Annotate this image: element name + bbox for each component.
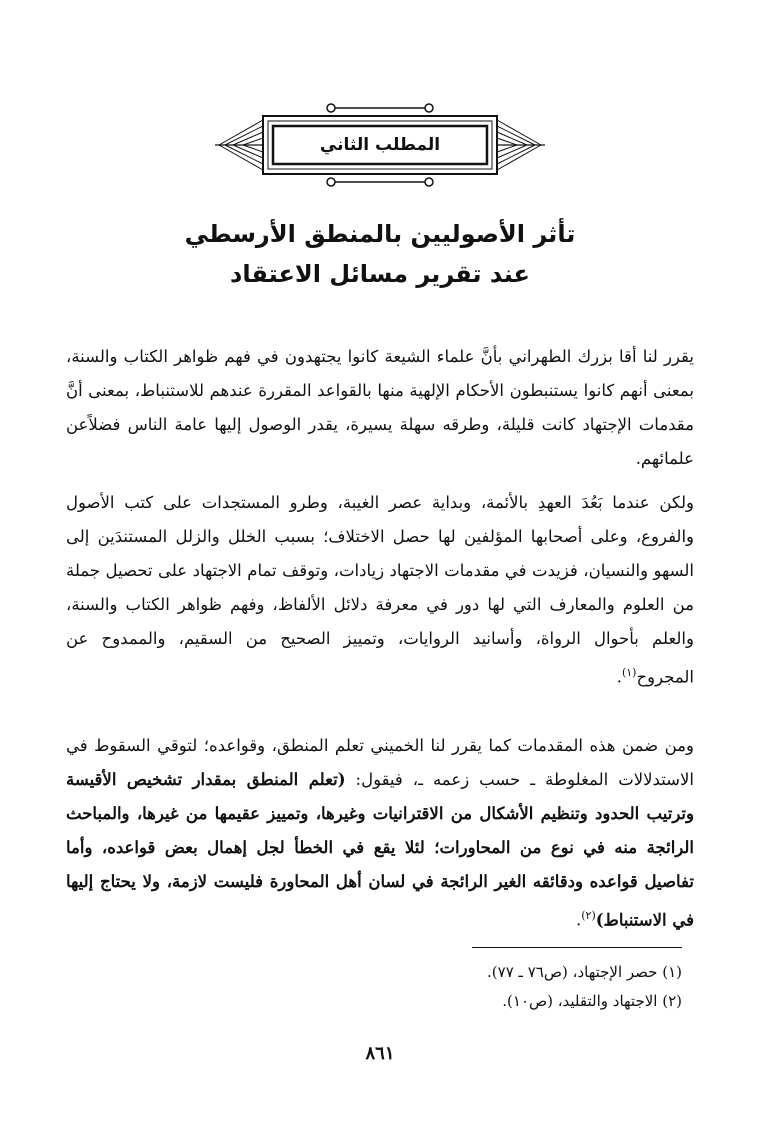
section-ornament — [215, 100, 545, 190]
paragraph-2-text: ولكن عندما بَعُدَ العهدِ بالأئمة، وبداية عصر الغيبة، وطرو المستجدات على كتب الأصول والفروع، وعلى أصحابها المؤلفين لها حصل الاختلاف؛ بسبب الخلل والزلل المستندَين إلى السهو والنسيان، فزيدت في مقدمات الاجتهاد زيادات، وتوقف تمام الاجتهاد على تحصيل جملة من العلوم والمعارف التي لها دور في معرفة دلائل الألفاظ، وفهم ظواهر الكتاب والسنة، والعلم بأحوال الرواة، وأسانيد الروايات، وتمييز الصحيح من السقيم، والممدوح عن المجروح — [66, 493, 694, 687]
paragraph-2 — [66, 486, 694, 695]
page-number: ٨٦١ — [365, 1043, 395, 1064]
footnote-ref-2: (٢) — [581, 909, 596, 922]
footnote-1: (١) حصر الإجتهاد، (ص٧٦ ـ ٧٧). — [487, 963, 682, 981]
title-line-1: تأثر الأصوليين بالمنطق الأرسطي — [184, 220, 576, 248]
paragraph-3-text: ومن ضمن هذه المقدمات كما يقرر لنا الخميني تعلم المنطق، وقواعده؛ لتوقي السقوط في الاستدلالات المغلوطة ـ حسب زعمه ـ، فيقول: — [66, 736, 695, 789]
footnote-ref-1: (١) — [621, 666, 637, 679]
footnote-separator — [472, 947, 682, 948]
paragraph-3 — [66, 729, 694, 938]
paragraph-1: يقرر لنا أقا بزرك الطهراني بأنَّ علماء الشيعة كانوا يجتهدون في فهم ظواهر الكتاب والسنة، بمعنى أنهم كانوا يستنبطون الأحكام الإلهية منها بالقواعد المقررة عندهم للاستنباط، بمعنى أنَّ مقدمات الإجتهاد كانت قليلة، وطرقه سهلة يسيرة، يقدر الوصول إليها عامة الناس فضلاًعن علمائهم. — [66, 347, 694, 468]
footnote-2: (٢) الاجتهاد والتقليد، (ص١٠). — [502, 992, 682, 1010]
section-label: المطلب الثاني — [319, 135, 441, 155]
paragraph-2-end: . — [616, 667, 622, 687]
title-line-2: عند تقرير مسائل الاعتقاد — [230, 260, 530, 288]
paragraph-3-quote: (تعلم المنطق بمقدار تشخيص الأقيسة وترتيب الحدود وتنظيم الأشكال من الاقترانيات وغيرها، وتمييز عقيمها من غيرها، والمباحث الرائجة منه في نوع من المحاورات؛ لئلا يقع في الخطأ لجل إهمال بعض قواعده، وأما تفاصيل قواعده ودقائقه الغير الرائجة في لسان أهل المحاورة فليست لازمة، ولا يحتاج إليها في الاستنباط) — [66, 770, 694, 930]
footnotes — [66, 958, 682, 1016]
paragraph-3-end: . — [575, 910, 582, 930]
